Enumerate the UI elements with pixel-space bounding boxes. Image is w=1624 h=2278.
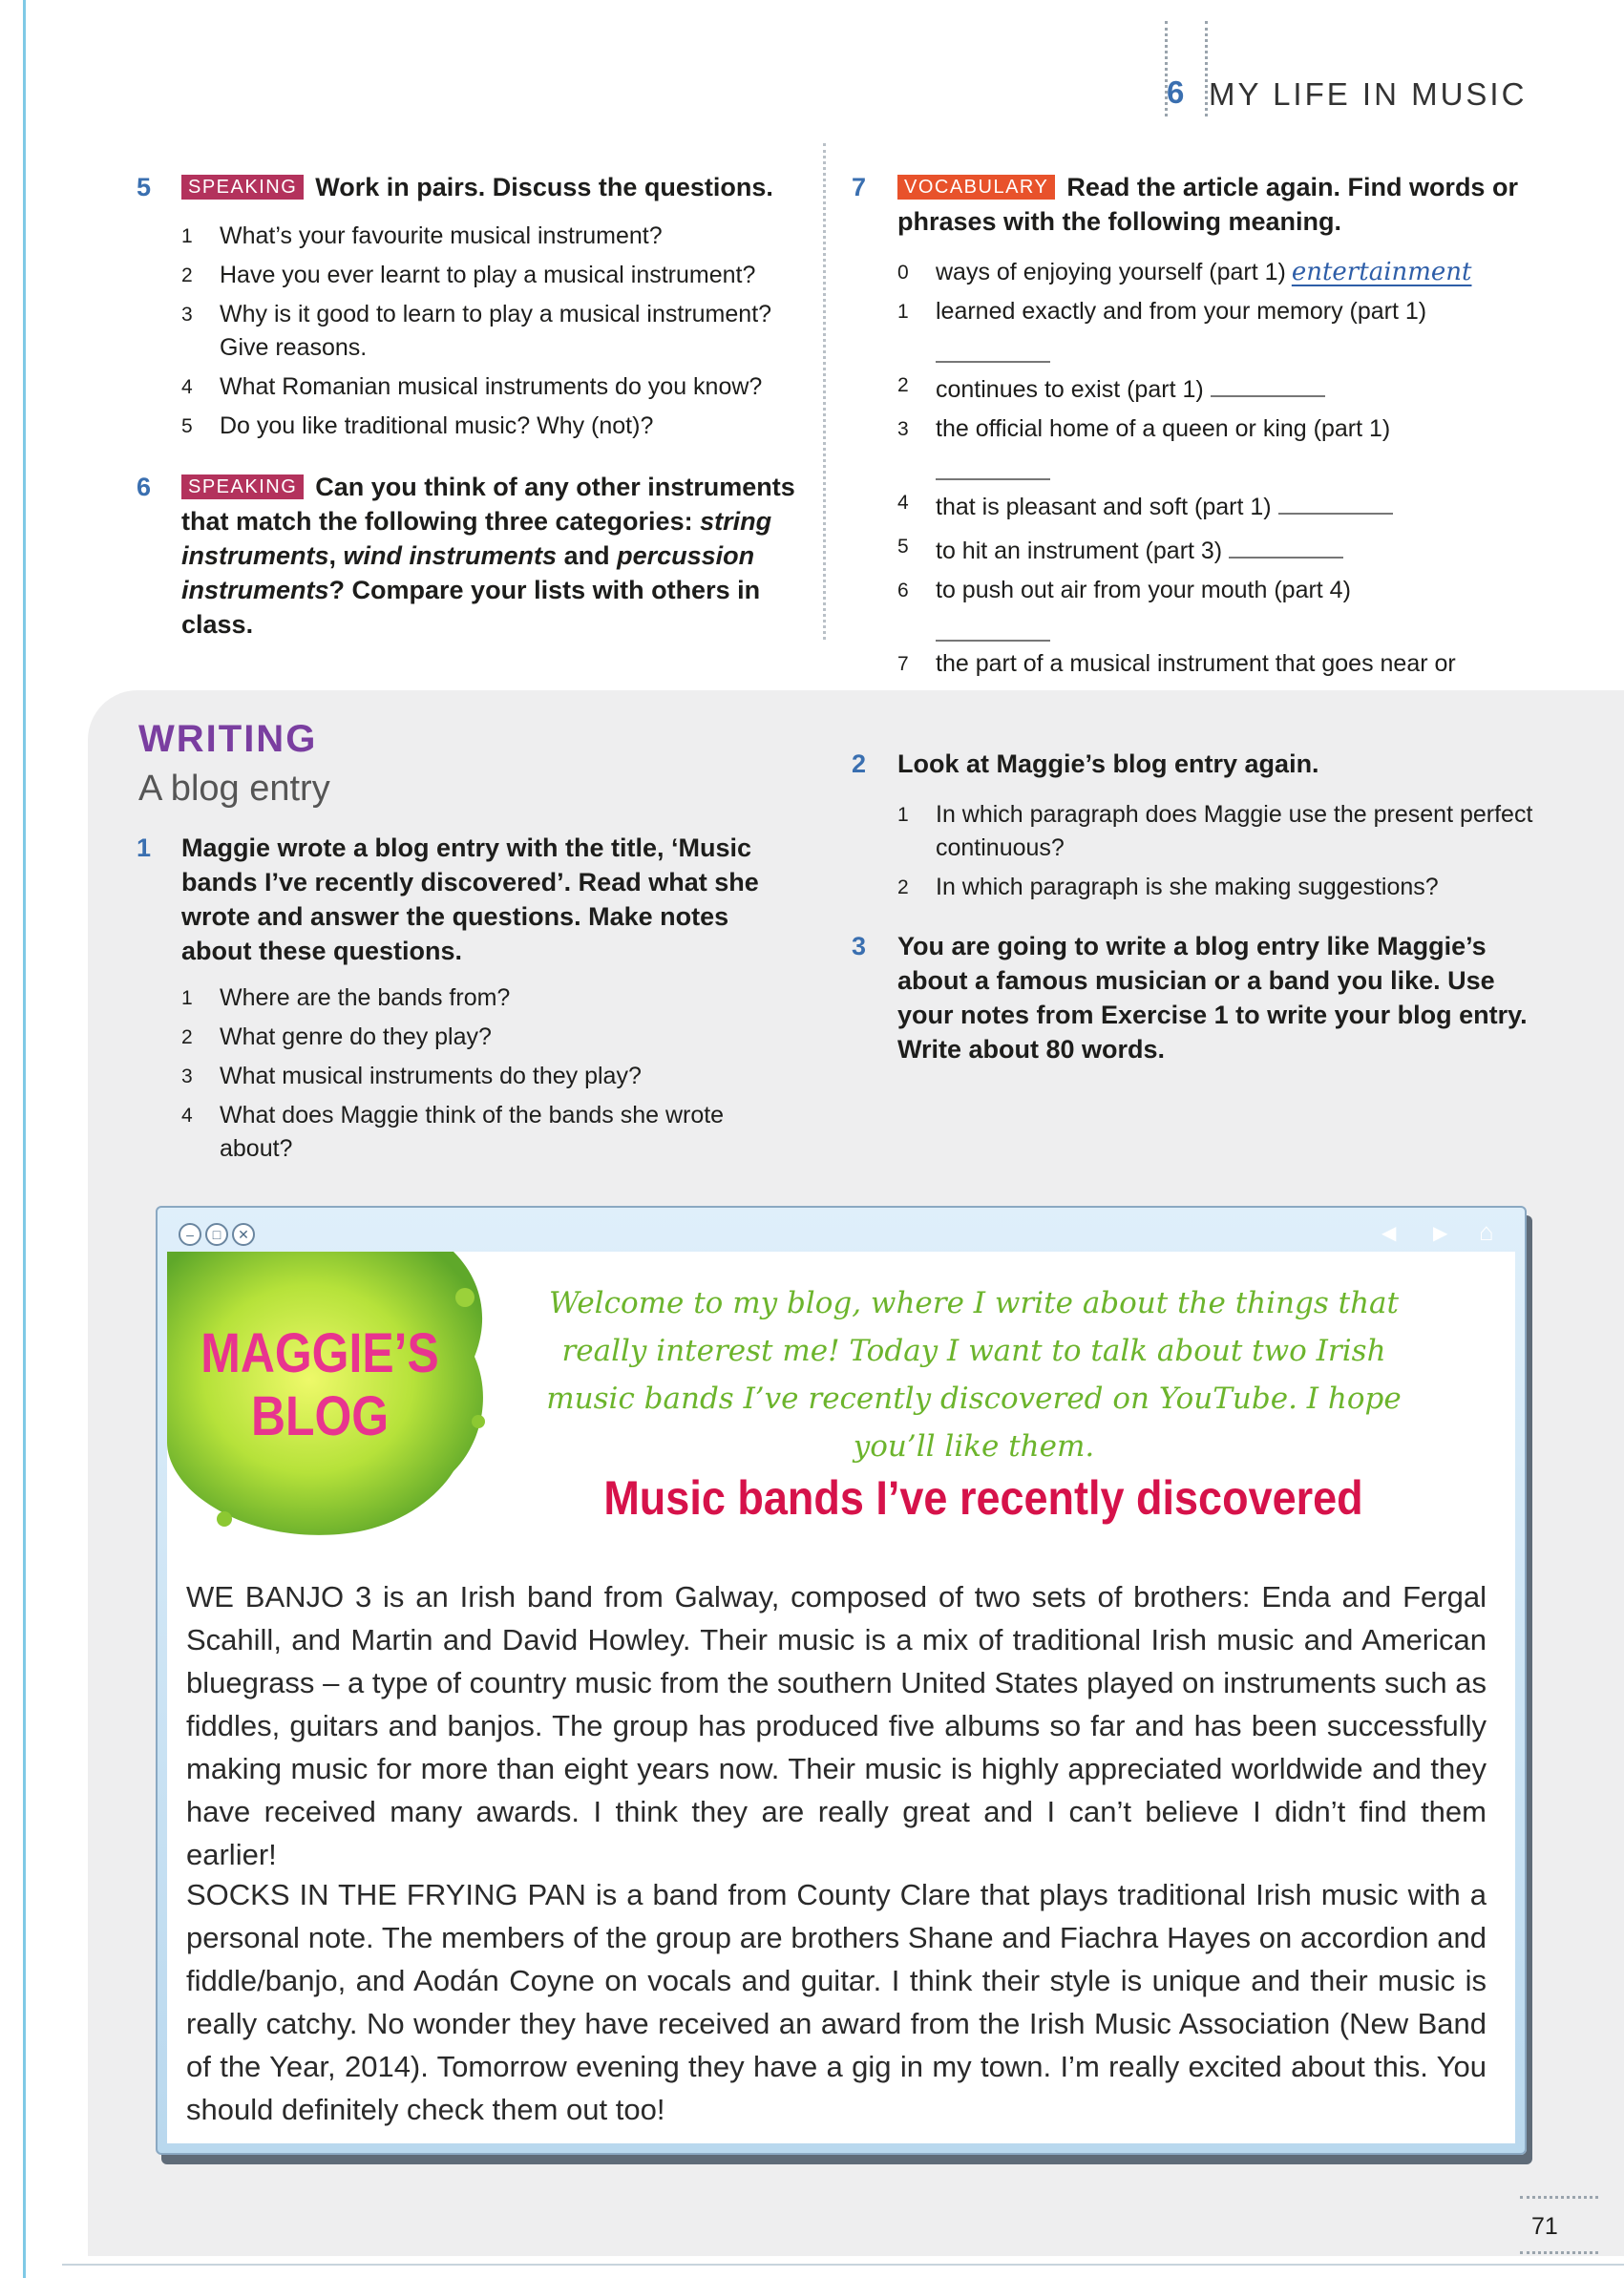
writing-exercise-2-instruction: Look at Maggie’s blog entry again. [897, 749, 1319, 778]
exercise-5-heading [181, 170, 812, 204]
page-number-divider-top [1520, 2196, 1598, 2199]
list-item: 6 to push out air from your mouth (part 4) [897, 574, 1547, 642]
answer-blank[interactable] [1229, 530, 1343, 559]
writing-exercise-3-number: 3 [852, 932, 867, 960]
page-bottom-line [62, 2264, 1624, 2266]
maximize-icon[interactable]: □ [205, 1223, 228, 1246]
page-number: 71 [1531, 2213, 1558, 2240]
exercise-7-items [897, 256, 1547, 725]
answer-blank[interactable] [936, 452, 1050, 480]
blog-paragraph-1: WE BANJO 3 is an Irish band from Galway, composed of two sets of brothers: Enda and Fergal Scahill, and Martin and David Howley. Their music is a mix of traditional Irish music and American bluegrass – a type of country music from the southern United States played on instruments such as fiddles, guitars and banjos. The group has produced five albums so far and has been successfully making music for more than eight years now. Their music is highly appreciated worldwide and they have received many awards. I think they are really great and I can’t believe I didn’t find them earlier! [186, 1580, 1487, 1871]
list-item: 2 continues to exist (part 1) [897, 369, 1547, 407]
list-item: 1 What’s your favourite musical instrument? [181, 222, 663, 249]
exercise-5-questions [181, 220, 812, 449]
answer-blank[interactable] [936, 334, 1050, 363]
header-divider-right [1205, 21, 1208, 116]
writing-exercise-2-questions [897, 798, 1547, 910]
writing-exercise-2-number: 2 [852, 749, 867, 778]
exercise-7-heading [897, 170, 1537, 239]
exercise-5-instruction: Work in pairs. Discuss the questions. [315, 173, 773, 201]
exercise-5-number: 5 [137, 173, 152, 201]
list-item: 5 Do you like traditional music? Why (not)? [181, 412, 654, 439]
list-item: 1 Where are the bands from? [181, 984, 511, 1011]
list-item: 2 Have you ever learnt to play a musical instrument? [181, 262, 756, 288]
blog-welcome-text: Welcome to my blog, where I write about the things that really interest me! Today I want to talk about two Irish music bands I’ve recently discovered on YouTube. I hope you’ll like them. [546, 1286, 1402, 1464]
list-item: 3 the official home of a queen or king (part 1) [897, 412, 1547, 480]
list-item: 3 What musical instruments do they play? [181, 1063, 642, 1089]
unit-title: MY LIFE IN MUSIC [1209, 76, 1528, 112]
list-item: 7 the part of a musical instrument that goes near or [897, 647, 1547, 719]
speaking-tag: SPEAKING [181, 175, 304, 200]
blog-name: MAGGIE’S BLOG [200, 1322, 439, 1447]
writing-title: WRITING [138, 718, 318, 760]
list-item: 4 What Romanian musical instruments do you know? [181, 373, 763, 400]
exercise-7-instruction: Read the article again. Find words or phrases with the following meaning. [897, 173, 1518, 236]
list-item: 5 to hit an instrument (part 3) [897, 530, 1547, 568]
speaking-tag: SPEAKING [181, 475, 304, 499]
close-icon[interactable]: ✕ [232, 1223, 255, 1246]
column-separator [823, 143, 826, 640]
blog-paragraph-2: SOCKS IN THE FRYING PAN is a band from County Clare that plays traditional Irish music with a personal note. The members of the group are brothers Shane and Fiachra Hayes on accordion and fiddle/banjo, and Aodán Coyne on vocals and guitar. I think their style is unique and their music is really catchy. No wonder they have received an award from the Irish Music Association (New Band of the Year, 2014). Tomorrow evening they have a gig in my town. I’m really excited about this. You should definitely check them out too! [186, 1878, 1487, 2126]
list-item: 4 What does Maggie think of the bands she wrote about? [181, 1102, 725, 1162]
page-edge-line [23, 0, 26, 2278]
exercise-6-number: 6 [137, 473, 152, 501]
list-item: 0 ways of enjoying yourself (part 1) entertainment [897, 258, 1472, 286]
list-item: 2 In which paragraph is she making suggestions? [897, 874, 1439, 900]
forward-arrow-icon[interactable]: ▶ [1433, 1223, 1448, 1244]
vocabulary-tag: VOCABULARY [897, 175, 1055, 200]
page-number-divider-bottom [1520, 2251, 1598, 2254]
list-item: 2 What genre do they play? [181, 1023, 492, 1050]
writing-exercise-3-instruction: You are going to write a blog entry like Maggie’s about a famous musician or a band you like. Use your notes from Exercise 1 to write your blog entry. Write about 80 words. [897, 932, 1528, 1064]
list-item: 1 learned exactly and from your memory (part 1) [897, 295, 1547, 363]
exercise-7-number: 7 [852, 173, 867, 201]
example-answer: entertainment [1291, 258, 1472, 286]
home-icon[interactable]: ⌂ [1479, 1217, 1494, 1246]
blog-post-heading: Music bands I’ve recently discovered [603, 1471, 1363, 1525]
list-item: 1 In which paragraph does Maggie use the present perfect continuous? [897, 801, 1533, 861]
answer-blank[interactable] [1278, 486, 1393, 515]
exercise-6-heading: SPEAKING Can you think of any other instruments that match the following three categories: string instruments, wind instruments and percussion instruments? Compare your lists with others in class. [181, 473, 795, 639]
writing-subtitle: A blog entry [138, 769, 330, 809]
unit-number: 6 [1167, 74, 1185, 110]
writing-exercise-1-questions [181, 981, 792, 1171]
minimize-icon[interactable]: – [179, 1223, 201, 1246]
writing-exercise-1-instruction: Maggie wrote a blog entry with the title, ‘Music bands I’ve recently discovered’. Read what she wrote and answer the questions. Make notes about these questions. [181, 833, 759, 965]
list-item: 4 that is pleasant and soft (part 1) [897, 486, 1547, 524]
answer-blank[interactable] [1211, 369, 1325, 397]
list-item: 3 Why is it good to learn to play a musical instrument? Give reasons. [181, 301, 772, 361]
writing-exercise-1-number: 1 [137, 833, 152, 862]
back-arrow-icon[interactable]: ◀ [1381, 1223, 1397, 1244]
answer-blank[interactable] [936, 613, 1050, 642]
